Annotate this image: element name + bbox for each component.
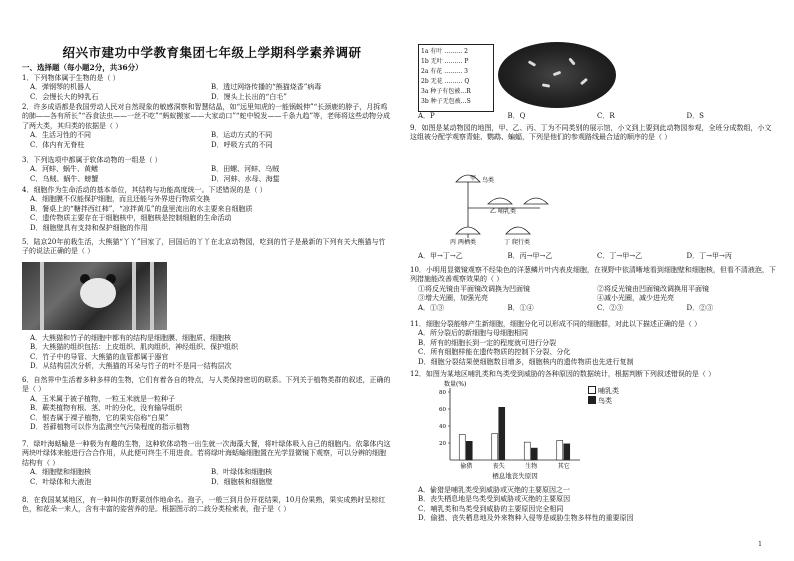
- bar-mammals: [459, 435, 465, 461]
- question-8-options: [410, 112, 776, 121]
- option-b: B．丧失栖息地是鸟类受到威胁或灭绝的主要原因: [418, 495, 571, 504]
- option-d: D．馒头上长出的“白毛”: [211, 92, 287, 101]
- legend-item-mammals: 哺乳类: [588, 386, 619, 396]
- option-b: B．蕨类植物有根、茎、叶的分化，没有输导组织: [30, 404, 183, 413]
- question-12-options: [410, 486, 776, 524]
- question-4: [22, 186, 392, 233]
- map-label-yi: 乙: [490, 208, 497, 215]
- legend-swatch-birds: [588, 396, 596, 404]
- x-tick-label: 生物: [525, 463, 538, 470]
- option-d: D．丁→甲→丙: [686, 252, 732, 260]
- bar-birds: [499, 407, 505, 460]
- section-heading: 一、选择题（每小题2分，共36分）: [22, 63, 143, 72]
- x-tick-label: 丧失: [492, 463, 505, 470]
- y-tick-label: 60: [439, 407, 446, 413]
- option-c: C．②③: [597, 303, 624, 312]
- zoo-map-diagram: [450, 168, 560, 250]
- option-c: C．R: [597, 112, 615, 120]
- question-10: [410, 266, 776, 313]
- x-tick-label: 偷猎: [460, 463, 473, 470]
- map-label-amphibians: 两栖类: [458, 239, 477, 246]
- question-stem: 1．下列物体属于生物的是（ ）: [22, 74, 120, 82]
- key-line: 1a 有叶 ……… 2: [421, 48, 468, 55]
- measure-1: ①将反光镜由平面镜改调换为凹面镜: [418, 284, 530, 293]
- x-tick-label: 其它: [557, 463, 570, 470]
- question-stem: 2．许多成语都是我国劳动人民对自然现象的敏感洞察和智慧结晶，如“远里知虎的一能锅蜕伸”“长颈鹿的脖子，月拆鸡的肺——各有所长”“吞食法虫——一丝不吃”“蚂蚁搬家——大家动口”“蛇中锐发——千条九趋”等，老师将这些动物分成了两大类，其归类的依据是（ ）: [22, 103, 391, 130]
- page-number: 1: [758, 540, 762, 548]
- map-label-ding: 丁: [504, 239, 511, 246]
- question-stem: 9．如图是某动物园的地图，甲、乙、丙、丁为不同类别的展示馆，小文到上要到此动物园参观，全班分成数组，小文这组被分配学观察青蛙、鹦鹉、蝙蝠，下列是他们的参观路线最合适的顺序的是（ ）: [410, 124, 772, 142]
- map-label-jia: 甲: [470, 175, 477, 182]
- legend-swatch-mammals: [588, 386, 596, 394]
- y-tick-label: 20: [439, 441, 446, 447]
- option-a: A．生活习性的不同: [30, 131, 92, 140]
- question-stem: 6．自然界中生活着多种多样的生物，它们有着各自的特点，与人类保持密切的联系。下列关于植物类群的叙述，正确的是（ ）: [22, 376, 391, 394]
- plant-photo: [498, 42, 616, 108]
- option-d: D．②③: [686, 303, 714, 312]
- chart-legend: [588, 386, 619, 406]
- threat-bar-chart: [424, 380, 604, 482]
- bar-mammals: [557, 440, 563, 460]
- question-stem: 7．绿叶海蛞蝓是一种极为有趣的生物，这种软体动物一出生就一次海藻大餐，将叶绿体吸入自己的细胞内。依靠体内这两块叶绿体来能进行合合作用，从此便可终生不用进食。若将绿叶海蛞蝓细胞置在光学显微镜下观察，可以分辨的细胞结构有（ ）: [22, 440, 391, 467]
- option-c: C．体内有无脊柱: [30, 140, 85, 149]
- question-5-options: [22, 334, 392, 372]
- right-column: [410, 0, 776, 561]
- question-2: [22, 103, 392, 150]
- option-d: D．细胞壁具有支持和保护细胞的作用: [30, 223, 148, 232]
- option-c: C．遗传物质主要存在于细胞核中，细胞核是控制细胞的生命活动: [30, 214, 232, 223]
- option-d: D．偷猎、丧失栖息地及外来物种入侵等是威胁生物多样性的重要原因: [418, 514, 634, 523]
- question-11: [410, 320, 776, 367]
- option-b: B．所有的细胞长到一定的程度就可进行分裂: [418, 338, 557, 347]
- left-column: [22, 0, 392, 561]
- option-c: C．竹子中的导管、大熊猫的血管都属于器官: [30, 352, 169, 361]
- question-5: [22, 238, 392, 257]
- bar-mammals: [492, 434, 498, 460]
- option-c: C．哺乳类和鸟类受到威胁的主要原因完全相同: [418, 504, 564, 513]
- legend-item-birds: 鸟类: [588, 396, 619, 406]
- y-tick-label: 40: [439, 424, 446, 430]
- option-d: D．呼吸方式的不同: [211, 140, 273, 149]
- option-c: C．乌贼、蜗牛、螃蟹: [30, 174, 99, 183]
- option-b: B．餐桌上的“糖拌西红柿”，“凉拌黄瓜”的盘里流出的水主要来自细胞质: [30, 204, 253, 213]
- question-3: [22, 156, 392, 184]
- option-b: B．丙→甲→乙: [507, 252, 553, 260]
- x-axis-label: 栖息地丧失原因: [492, 472, 538, 480]
- measure-2: ②将反光镜由凹面镜改调换用平面镜: [597, 284, 709, 293]
- map-label-bing: 丙: [450, 239, 457, 246]
- option-c: C．所有细胞样能在遗传物质的控制下分裂、分化: [418, 348, 571, 357]
- option-b: B．透过网络传播的“熊猫烧香”病毒: [211, 83, 322, 92]
- option-a: A．偷猎是哺乳类受到威胁或灭绝的主要原因之一: [418, 486, 571, 494]
- option-a: A．①③: [418, 303, 445, 312]
- option-d: D．河蚌、水母、海蜇: [211, 174, 280, 183]
- y-tick-label: 80: [439, 390, 446, 396]
- option-a: A．大熊猫和竹子的细胞中都有的结构是细胞膜、细胞质、细胞核: [30, 334, 232, 342]
- bar-birds: [564, 444, 570, 460]
- question-12: [410, 370, 776, 379]
- option-b: B．运动方式的不同: [211, 131, 273, 140]
- option-a: A．弹钢琴的机器人: [30, 83, 92, 92]
- dichotomous-key: [418, 44, 494, 112]
- option-c: C．叶绿体和大液泡: [30, 477, 92, 486]
- page-title: 绍兴市建功中学教育集团七年级上学期科学素养调研: [62, 45, 362, 60]
- option-d: D．苔藓植物可以作为监测空气污染程度的指示植物: [30, 423, 190, 432]
- option-b: B．田螺、河蚌、乌贼: [211, 165, 280, 174]
- option-b: B．①④: [507, 303, 534, 312]
- question-stem: 10．小明用显微镜观察不经染色的洋葱鳞片叶内表皮细胞，在视野中依清晰地看到细胞壁和细胞核，但看不清液泡，下列措施能改善观察效果的（ ）: [410, 266, 776, 284]
- option-d: D．细胞分裂结果使细胞数目增多，细胞核内的遗传物质也先进行复制: [418, 357, 634, 366]
- key-line: 2b 无花 ……… Q: [421, 78, 470, 85]
- option-d: D．从结构层次分析，大熊猫的耳朵与竹子的叶不是同一结构层次: [30, 362, 232, 371]
- option-c: C．丁→甲→乙: [597, 252, 643, 260]
- bar-mammals: [524, 442, 530, 460]
- option-d: D．细胞核和细胞壁: [211, 477, 273, 486]
- key-line: 3b 种子无包被…S: [421, 98, 471, 105]
- map-label-reptiles: 爬行类: [512, 239, 531, 246]
- key-line: 1b 无叶 ……… P: [421, 58, 469, 65]
- measure-3: ③增大光圈，加强光亮: [418, 294, 488, 303]
- option-a: A．甲→丁→乙: [418, 252, 463, 260]
- option-a: A．玉米属于被子植物，一粒玉米就是一粒种子: [30, 394, 176, 403]
- option-d: D．S: [686, 112, 704, 120]
- question-stem: 11．细胞分裂能够产生新细胞，细胞分化可以形成不同的细胞群，对此以下描述正确的是（ ）: [410, 320, 702, 328]
- option-b: B．Q: [507, 112, 526, 120]
- map-label-mammals: 哺乳类: [498, 208, 517, 215]
- option-c: C．银杏属于裸子植物，它的果实俗称“白果”: [30, 413, 169, 422]
- question-6: [22, 376, 392, 432]
- question-9-options: [410, 252, 776, 261]
- option-a: A．P: [418, 112, 435, 120]
- panda-photo: [22, 262, 167, 330]
- question-1: [22, 74, 392, 102]
- question-8: [22, 496, 392, 515]
- option-b: B．大熊猫的组织包括：上皮组织、肌肉组织、神经组织、保护组织: [30, 343, 239, 352]
- question-stem: 3．下列选项中都属于软体动物的一组是（ ）: [22, 156, 162, 164]
- key-line: 2a 有花 ……… 3: [421, 68, 468, 75]
- question-stem: 5．陆京20年前栽生活，大熊猫“丫丫”回家了，回国后的丫丫在北京动物园，吃到的竹子是最新的下列有关大熊猫与竹子的说法正确的是（ ）: [22, 238, 386, 256]
- option-a: A．河蚌、蜗牛、黄鳝: [30, 165, 99, 174]
- option-c: C．会慢长大的钟乳石: [30, 92, 99, 101]
- option-a: A．细胞壁和细胞核: [30, 468, 92, 477]
- question-stem: 12．如图为某地区哺乳类和鸟类受到威胁的各种原因的数据统计，根据判断下列叙述错误的是（ ）: [410, 370, 716, 378]
- option-b: B．叶绿体和细胞核: [211, 468, 273, 477]
- question-stem: 4．细胞作为生命活动的基本单位，其结构与功能高度统一。下述错误的是（ ）: [22, 186, 267, 194]
- y-axis-label: 数量(%): [444, 381, 467, 388]
- question-7: [22, 440, 392, 487]
- question-9: [410, 124, 776, 143]
- bar-birds: [466, 441, 472, 460]
- option-a: A．细胞膜不仅能保护细胞，而且还能与外界进行物质交换: [30, 195, 211, 204]
- question-stem: 8．在我国某某地区，有一种叫作的野菜创作地命名。孢子，一般三到月份开花结果，10月份果熟，果实成熟时呈棕红色，和花朵一来人，含有丰富的姿营养的是。根据图示的二歧分类检索表，孢子是（ ）: [22, 496, 386, 514]
- option-a: A．所分裂后的新细胞与母细胞相同: [418, 329, 529, 338]
- measure-4: ④减小光圈，减少进光亮: [597, 294, 674, 303]
- key-line: 3a 种子有包被…R: [421, 88, 471, 95]
- map-label-birds: 鸟类: [482, 177, 495, 184]
- bar-birds: [531, 448, 537, 460]
